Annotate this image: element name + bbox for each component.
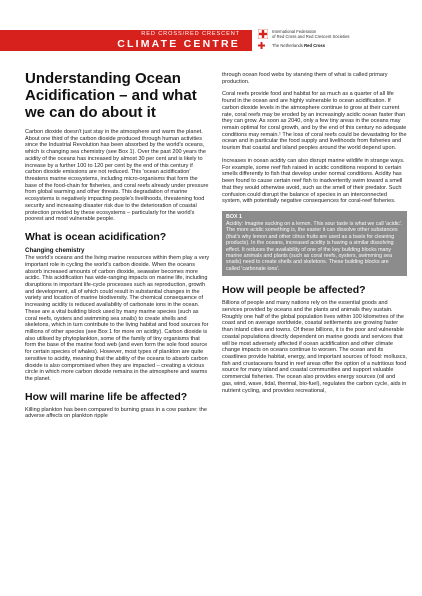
section-heading-people: How will people be affected? xyxy=(222,284,366,297)
partner-logos xyxy=(258,28,408,50)
changing-chemistry-paragraph: The world's oceans and the living marine resources within them play a very important role in cycling the world's carbon dioxide. When the oceans absorb increased amounts of carbon dioxide, seawater becomes more acidic. This acidification has wide-ranging impacts on marine life, including disruptions in important life-cycle processes such as reproduction, growth and development, all of which could result in substantial changes in the variety and location of marine biodiversity. The chemical consequence of increasing acidity is reduced availability of carbonate ions in the ocean. These are a vital building block used by many marine species (such as coral reefs, oysters and swimming sea snails) to create shells and skeletons, which in turn contribute to the living habitat and food sources for millions of other species (see Box 1 for more on acidity). Carbon dioxide is also utilised by phytoplankton, some of the family of tiny organisms that form the base of the marine food web (and even form the sole food source for certain species of whales). However, most types of plankton are quite sensitive to acidity, meaning that the ability of the oceans to absorb carbon dioxide is also compromised when they are impacted – creating a vicious circle in which more carbon dioxide remains in the atmosphere and warms the planet. xyxy=(25,255,210,382)
right-column xyxy=(222,72,407,395)
ifrc-name xyxy=(272,29,392,39)
nl-prefix: The Netherlands xyxy=(272,43,303,48)
netherlands-red-cross-icon xyxy=(258,42,265,49)
ifrc-name-line2: of Red Cross and Red Crescent Societies xyxy=(272,34,350,39)
page-header xyxy=(0,0,422,55)
box-1-title: BOX 1 xyxy=(226,213,242,220)
box-1 xyxy=(222,211,407,276)
marine-life-paragraph: Killing plankton has been compared to burning grass in a cow pasture: the adverse affects on plankton ripple xyxy=(25,406,207,420)
people-paragraph: Billions of people and many nations rely on the essential goods and services provided by oceans and the plants and animals they sustain. Roughly one half of the global population lives within 100 kilometres of the coast and on average worldwide, coastal settlements are growing faster than inland cities and towns. Of these billions, it is the poor and vulnerable coastal populations directly dependent on marine goods and services that will be most adversely affected if ocean acidification and other climate change impacts on oceans continue to worsen. The ocean and its coastlines provide habitat, energy, and important sources of food: molluscs, fish and crustaceans found in reef areas offer the option of a nutritious food source for many island and coastal communities and support valuable commercial fisheries. The ocean also provides energy sources (oil and gas, wind, wave, tidal, thermal, bio-fuel), regulates the carbon cycle, aids in nutrient cycling, and provides recreational, xyxy=(222,300,407,394)
banner-line1: RED CROSS/RED CRESCENT xyxy=(141,31,240,37)
coral-reefs-paragraph: Coral reefs provide food and habitat for as much as a quarter of all life found in the ocean and are highly vulnerable to ocean acidification. If carbon dioxide levels in the atmosphere continue to grow at their current rate, coral reefs may be eroded by an increasingly acidic ocean faster than they can grow. As soon as 2040, only a few tiny areas in the oceans may remain optimal for coral growth, and by the end of this century no adequate conditions may remain.¹ The loss of coral reefs could be devastating for the ocean and in particular the food supply and livelihoods from fisheries and tourism that coastal and island peoples around the world depend upon. xyxy=(222,91,407,152)
climate-centre-banner xyxy=(0,30,252,51)
netherlands-red-cross-name xyxy=(272,43,325,48)
red-cross-crescent-logo-icon xyxy=(258,29,268,39)
box-1-text: Acidity: Imagine sucking on a lemon. This sour taste is what we call 'acidic'. The more acidic something is, the easier it can dissolve other substances (that's why lemon and other citrus fruits are used as a basis for cleaning products). In the oceans, increased acidity is having a similar dissolving effect. It reduces the availability of one of the key building blocks many marine animals and plants (such as coral reefs, oysters, swimming sea snails) need to create shells and skeletons. These building blocks are called 'carbonate ions'. xyxy=(226,220,403,272)
intro-paragraph: Carbon dioxide doesn't just stay in the atmosphere and warm the planet. About one third of the carbon dioxide produced through human activities since the Industrial Revolution has been absorbed by the world's oceans, which is changing sea chemistry (see Box 1). Over the past 200 years the acidity of the oceans has increased by almost 30 per cent and is likely to increase by a further 100 to 120 per cent by the end of this century if carbon dioxide emissions are not reduced. This 'ocean acidification' threatens marine ecosystems, including micro-organisms that form the base of the food-chain for fisheries, and coral reefs already under pressure from global warming and other threats. This degradation of marine ecosystems is negatively impacting people's livelihoods, threatening food security and increasing disaster risk due to the deterioration of coastal protection provided by these ecosystems – particularly for the world's poorest and most vulnerable people. xyxy=(25,129,209,223)
article-title: Understanding Ocean Acidification – and what we can do about it xyxy=(25,70,197,121)
ifrc-name-line1: International Federation xyxy=(272,29,317,34)
primary-production-paragraph: through ocean food webs by starving them of what is called primary production. xyxy=(222,72,388,85)
section-heading-ocean-acidification: What is ocean acidification? xyxy=(25,231,167,244)
banner-line2: CLIMATE CENTRE xyxy=(117,38,240,50)
subheading-changing-chemistry: Changing chemistry xyxy=(25,247,85,255)
section-heading-marine-life: How will marine life be affected? xyxy=(25,390,188,403)
left-column xyxy=(25,70,210,421)
reef-fish-paragraph: Increases in ocean acidity can also disrupt marine wildlife in strange ways. For example, some reef fish raised in acidic conditions respond to certain smells differently to fish that develop under normal conditions. Acidity has been found to cause certain reef fish to inadvertently swim toward a smell that they would otherwise avoid, such as the smell of their predator. Such confusion could disrupt the balance of species in an interconnected system, with potentially negative consequences for coral-reef fisheries. xyxy=(222,157,405,205)
nl-name: Red Cross xyxy=(304,43,326,48)
